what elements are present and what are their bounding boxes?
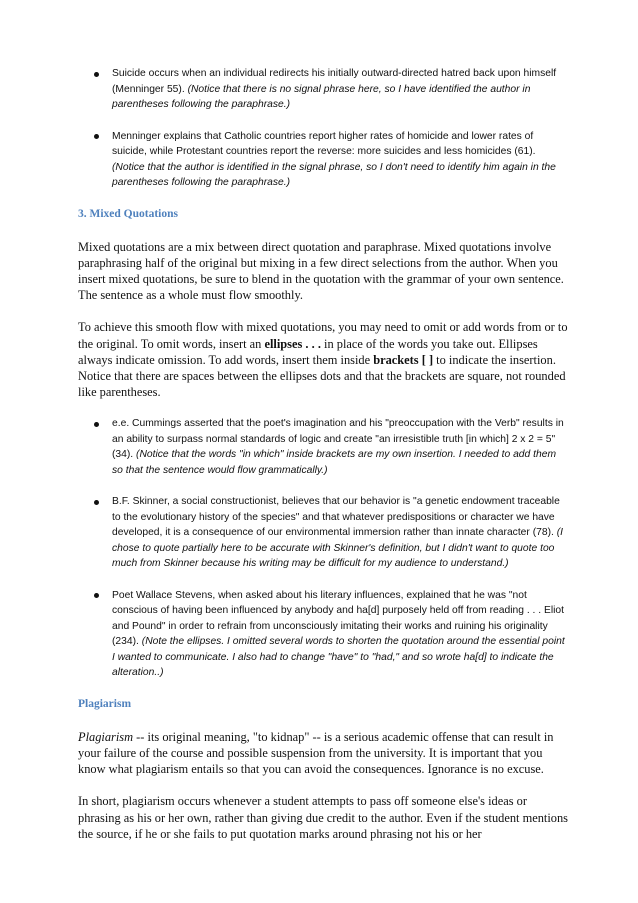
paragraph-ellipses-brackets <box>78 319 568 400</box>
text-run: To achieve this smooth flow with mixed quotations, you may need to omit or add words from or to the original. To omit words, insert an <box>78 320 568 351</box>
bullet-text: Menninger explains that Catholic countries report higher rates of homicide and lower rates of suicide, while Protestant countries report the reverse: more suicides and less homicides (61). <box>112 130 536 157</box>
bullet-note: (Note the ellipses. I omitted several words to shorten the quotation around the essential point I wanted to communicate. I also had to change "have" to "had," and so wrote ha[d] to indicate the alteration..) <box>112 636 565 679</box>
section-heading-mixed-quotations: 3. Mixed Quotations <box>78 207 178 220</box>
bullet-stevens <box>78 588 568 681</box>
bullet-note: (I chose to quote partially here to be accurate with Skinner's definition, but I didn't want to quote too much from Skinner because his writing may be difficult for my audience to understand.) <box>112 527 564 570</box>
section-heading-plagiarism: Plagiarism <box>78 697 132 710</box>
bullet-dot-icon <box>94 422 99 427</box>
bullet-text: Poet Wallace Stevens, when asked about his literary influences, explained that he was "not conscious of having been influenced by anybody and ha[d] purposely held off from reading . . . Eliot and Pound" in order to refrain from unconsciously imitating their works and ruining his originality (234). <box>112 589 565 648</box>
bullet-suicide-paraphrase <box>78 66 568 113</box>
paragraph-mixed-quotations-intro: Mixed quotations are a mix between direct quotation and paraphrase. Mixed quotations involve paraphrasing half of the original but mixing in a few direct selections from the author. When you insert mixed quotations, be sure to blend in the quotation with the grammar of your own sentence. The sentence as a whole must flow smoothly. <box>78 239 564 303</box>
bullet-note: (Notice that there is no signal phrase here, so I have identified the author in parentheses following the paraphrase.) <box>112 83 531 110</box>
bullet-skinner <box>78 494 568 572</box>
bullet-text: e.e. Cummings asserted that the poet's imagination and his "preoccupation with the Verb" results in an ability to surpass normal standards of logic and create "an irresistible truth [in which] 2 x 2 = 5" (34). <box>112 418 564 461</box>
text-run: to indicate the insertion. Notice that there are spaces between the ellipses dots and that the brackets are square, not rounded like parentheses. <box>78 352 566 400</box>
text-run: in place of the words you take out. Ellipses always indicate omission. To add words, insert them inside <box>78 336 538 367</box>
term-ellipses: ellipses . . . <box>264 336 321 351</box>
bullet-note: (Notice that the words "in which" inside brackets are my own insertion. I needed to add them so that the sentence would flow grammatically.) <box>112 449 557 476</box>
paragraph-plagiarism-summary: In short, plagiarism occurs whenever a student attempts to pass off someone else's ideas or phrasing as his or her own, rather than giving due credit to the author. Even if the student mentions the source, if he or she fails to put quotation marks around phrasing not his or her <box>78 794 569 841</box>
bullet-dot-icon <box>94 72 99 77</box>
bullet-dot-icon <box>94 500 99 505</box>
bullet-dot-icon <box>94 593 99 598</box>
term-plagiarism: Plagiarism -- <box>78 729 145 744</box>
bullet-note: (Notice that the author is identified in the signal phrase, so I don't need to identify him again in the parentheses following the paraphrase.) <box>112 161 556 188</box>
bullet-text: Suicide occurs when an individual redirects his initially outward-directed hatred back upon himself (Menninger 55). <box>112 68 557 95</box>
paragraph-plagiarism-definition <box>78 729 568 778</box>
bullet-menninger-paraphrase <box>78 129 568 191</box>
bullet-dot-icon <box>94 134 99 139</box>
bullet-cummings <box>78 416 568 478</box>
bullet-text: B.F. Skinner, a social constructionist, believes that our behavior is "a genetic endowment traceable to the evolutionary history of the species" and that whatever predispositions or character we have developed, it is a consequence of our environmental immersion rather than innate character (78). <box>112 496 560 539</box>
term-brackets: brackets [ ] <box>373 352 434 367</box>
text-run: its original meaning, "to kidnap" -- is a serious academic offense that can result in your failure of the course and possible suspension from the university. It is important that you know what plagiarism entails so that you can avoid the consequences. Ignorance is no excuse. <box>78 729 554 777</box>
